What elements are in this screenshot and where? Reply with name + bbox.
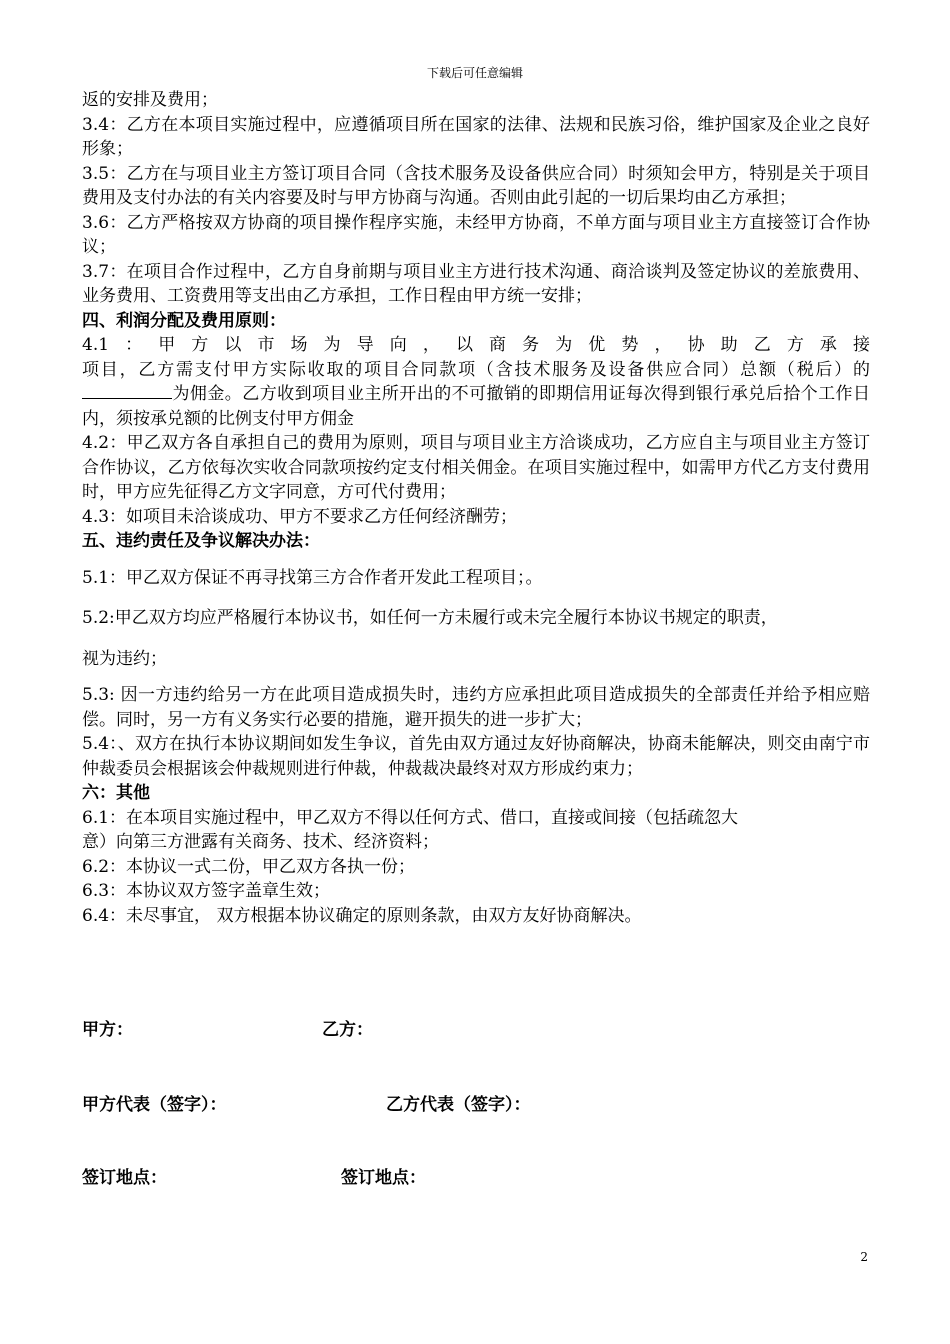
clause-4-3: 4.3：如项目未洽谈成功、甲方不要求乙方任何经济酬劳； — [82, 506, 518, 527]
party-a-rep-label: 甲方代表（签字）： — [82, 1095, 227, 1115]
paragraph: 返的安排及费用； — [82, 90, 218, 110]
party-a-label: 甲方： — [82, 1020, 133, 1040]
clause-5-4: 5.4：、双方在执行本协议期间如发生争议，首先由双方通过友好协商解决，协商未能解决，则交由南宁市仲裁委员会根据该会仲裁规则进行仲裁，仲裁裁决最终对双方形成约束力； — [82, 734, 870, 779]
section-heading-6: 六：其他 — [82, 783, 150, 803]
place-b-label: 签订地点： — [341, 1168, 426, 1188]
page-number: 2 — [860, 1250, 868, 1264]
section-heading-4: 四、利润分配及费用原则： — [82, 310, 286, 331]
clause-4-1-body — [82, 358, 870, 432]
clause-4-1-part: 为佣金。乙方收到项目业主所开出的不可撤销的即期信用证每次得到银行承兑后拾个工作日内，须按承兑额的比例支付甲方佣金 — [82, 384, 870, 429]
clause-5-2-cont: 视为违约； — [82, 648, 167, 669]
clause-3-6: 3.6：乙方严格按双方协商的项目操作程序实施，未经甲方协商，不单方面与项目业主方直接签订合作协议； — [82, 212, 870, 257]
clause-4-1-part: 项目，乙方需支付甲方实际收取的项目合同款项（含技术服务及设备供应合同）总额（税后）的 — [82, 359, 870, 380]
clause-3-4: 3.4：乙方在本项目实施过程中，应遵循项目所在国家的法律、法规和民族习俗，维护国家及企业之良好形象； — [82, 114, 870, 159]
clause-6-3: 6.3：本协议双方签字盖章生效； — [82, 881, 331, 901]
clause-3-5: 3.5：乙方在与项目业主方签订项目合同（含技术服务及设备供应合同）时须知会甲方，特别是关于项目费用及支付办法的有关内容要及时与甲方协商与沟通。否则由此引起的一切后果均由乙方承担； — [82, 163, 870, 208]
clause-4-1-line1: 4.1：甲方以市场为导向，以商务为优势，协助乙方承接 — [82, 335, 870, 355]
clause-5-3: 5.3: 因一方违约给另一方在此项目造成损失时，违约方应承担此项目造成损失的全部责任并给予相应赔偿。同时，另一方有义务实行必要的措施，避开损失的进一步扩大； — [82, 685, 870, 730]
clause-6-2: 6.2：本协议一式二份，甲乙双方各执一份； — [82, 856, 416, 877]
clause-6-1-line1: 6.1：在本项目实施过程中，甲乙双方不得以任何方式、借口，直接或间接（包括疏忽大 — [82, 807, 739, 828]
place-a-label: 签订地点： — [82, 1168, 167, 1188]
clause-5-1: 5.1：甲乙双方保证不再寻找第三方合作者开发此工程项目；。 — [82, 567, 543, 588]
blank-line — [82, 382, 172, 399]
clause-6-4: 6.4：未尽事宜， 双方根据本协议确定的原则条款，由双方友好协商解决。 — [82, 905, 642, 926]
party-b-label: 乙方： — [322, 1020, 373, 1040]
clause-5-2: 5.2:甲乙双方均应严格履行本协议书，如任何一方未履行或未完全履行本协议书规定的职责， — [82, 608, 778, 628]
section-heading-5: 五、违约责任及争议解决办法： — [82, 531, 320, 551]
page-header: 下载后可任意编辑 — [426, 66, 523, 80]
document-body — [82, 88, 870, 928]
clause-6-1-line2: 意）向第三方泄露有关商务、技术、经济资料； — [82, 832, 439, 852]
clause-4-2: 4.2：甲乙双方各自承担自己的费用为原则，项目与项目业主方洽谈成功，乙方应自主与项目业主方签订合作协议，乙方依每次实收合同款项按约定支付相关佣金。在项目实施过程中，如需甲方代乙方支付费用时，甲方应先征得乙方文字同意，方可代付费用； — [82, 433, 870, 502]
clause-3-7: 3.7：在项目合作过程中，乙方自身前期与项目业主方进行技术沟通、商洽谈判及签定协议的差旅费用、业务费用、工资费用等支出由乙方承担，工作日程由甲方统一安排； — [82, 261, 870, 306]
party-b-rep-label: 乙方代表（签字）： — [386, 1095, 531, 1115]
